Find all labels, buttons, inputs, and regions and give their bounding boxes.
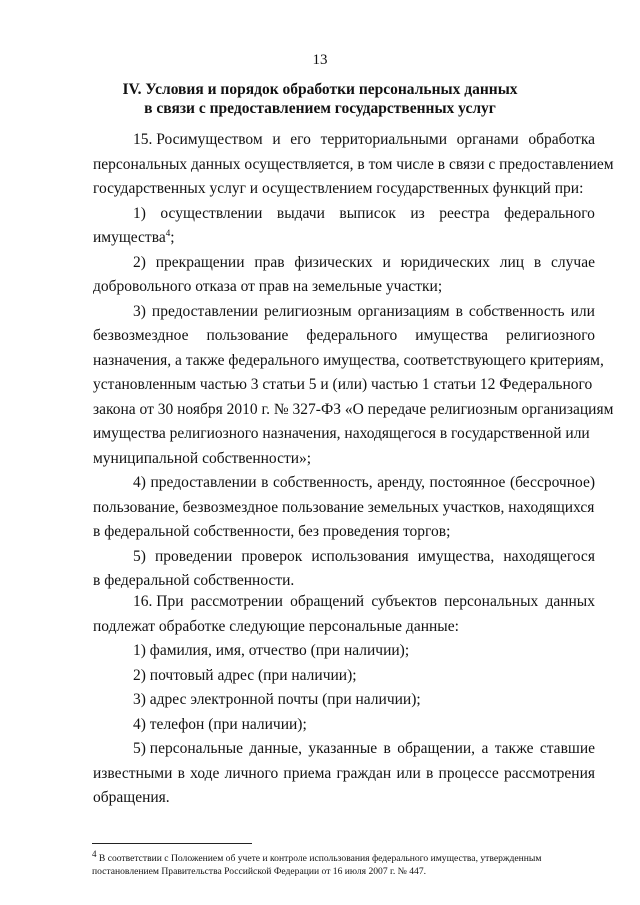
clause-16-item-3: 3) адрес электронной почты (при наличии); — [133, 691, 421, 708]
clause-15-item-1-line-1: 1) осуществлении выдачи выписок из реестра федерального — [133, 204, 595, 222]
clause-15-item-3-line-1: 3) предоставлении религиозным организациям в собственность или — [133, 302, 595, 320]
section-title-line-2: в связи с предоставлением государственных услуг — [144, 100, 496, 117]
clause-15-item-5-line-1: 5) проведении проверок использования имущества, находящегося — [133, 547, 595, 565]
clause-16-intro-line-1: 16. При рассмотрении обращений субъектов персональных данных — [133, 593, 595, 610]
clause-15-item-3-line-3: назначения, а также федерального имущества, соответствующего критериям, — [93, 351, 604, 369]
clause-16-item-1: 1) фамилия, имя, отчество (при наличии); — [133, 642, 410, 659]
footnote-divider — [92, 843, 252, 844]
footnote-line-1: $^4$ В соответствии с Положением об учете и контроле использования федерального имущества, утвержденным — [92, 848, 542, 864]
clause-15-item-4-line-1: 4) предоставлении в собственность, аренду, постоянное (бессрочное) — [133, 474, 595, 491]
clause-16-item-2: 2) почтовый адрес (при наличии); — [133, 666, 357, 684]
clause-15-intro-line-1: 15. Росимуществом и его территориальными органами обработка — [133, 131, 595, 148]
clause-15 — [93, 128, 614, 594]
clause-15-item-3-line-2: безвозмездное пользование федерального имущества религиозного — [93, 327, 595, 344]
clause-15-item-3-line-5: закона от 30 ноября 2010 г. № 327-ФЗ «О передаче религиозным организациям — [93, 400, 614, 418]
clause-15-item-2-line-2: добровольного отказа от прав на земельные участки; — [93, 278, 443, 295]
clause-15-item-4-line-3: в федеральной собственности, без проведения торгов; — [93, 523, 451, 540]
clause-15-item-1-line-2: имущества$^4$; — [93, 227, 175, 246]
clause-15-intro-line-2: персональных данных осуществляется, в том числе в связи с предоставлением — [93, 155, 614, 173]
clause-15-item-3-line-6: имущества религиозного назначения, находящегося в государственной или — [93, 425, 590, 442]
clause-16-intro-line-2: подлежат обработке следующие персональные данные: — [93, 617, 459, 635]
clause-16-item-4: 4) телефон (при наличии); — [133, 715, 307, 733]
clause-15-item-4-line-2: пользование, безвозмездное пользование земельных участков, находящихся — [93, 498, 595, 516]
clause-16 — [93, 590, 595, 811]
clause-16-item-5-line-2: известными в ходе личного приема граждан или в процессе рассмотрения — [93, 764, 595, 782]
clause-16-item-5-line-1: 5) персональные данные, указанные в обращении, а также ставшие — [133, 740, 595, 757]
section-title — [90, 80, 550, 118]
footnote-line-2: постановлением Правительства Российской Федерации от 16 июля 2007 г. № 447. — [92, 866, 427, 877]
clause-16-item-5-line-3: обращения. — [93, 789, 170, 806]
footnote — [92, 848, 602, 878]
footnote-reference: 4 — [165, 227, 171, 238]
clause-15-item-3-line-4: установленным частью 3 статьи 5 и (или) частью 1 статьи 12 Федерального — [93, 376, 593, 393]
clause-15-item-5-line-2: в федеральной собственности. — [93, 572, 295, 589]
section-title-line-1: IV. Условия и порядок обработки персональных данных — [122, 81, 518, 98]
page-number: 13 — [312, 52, 328, 68]
footnote-mark: 4 — [92, 848, 97, 859]
clause-15-item-2-line-1: 2) прекращении прав физических и юридических лиц в случае — [133, 253, 595, 271]
clause-15-item-3-line-7: муниципальной собственности»; — [93, 449, 312, 467]
clause-15-intro-line-3: государственных услуг и осуществлением государственных функций при: — [93, 180, 584, 197]
